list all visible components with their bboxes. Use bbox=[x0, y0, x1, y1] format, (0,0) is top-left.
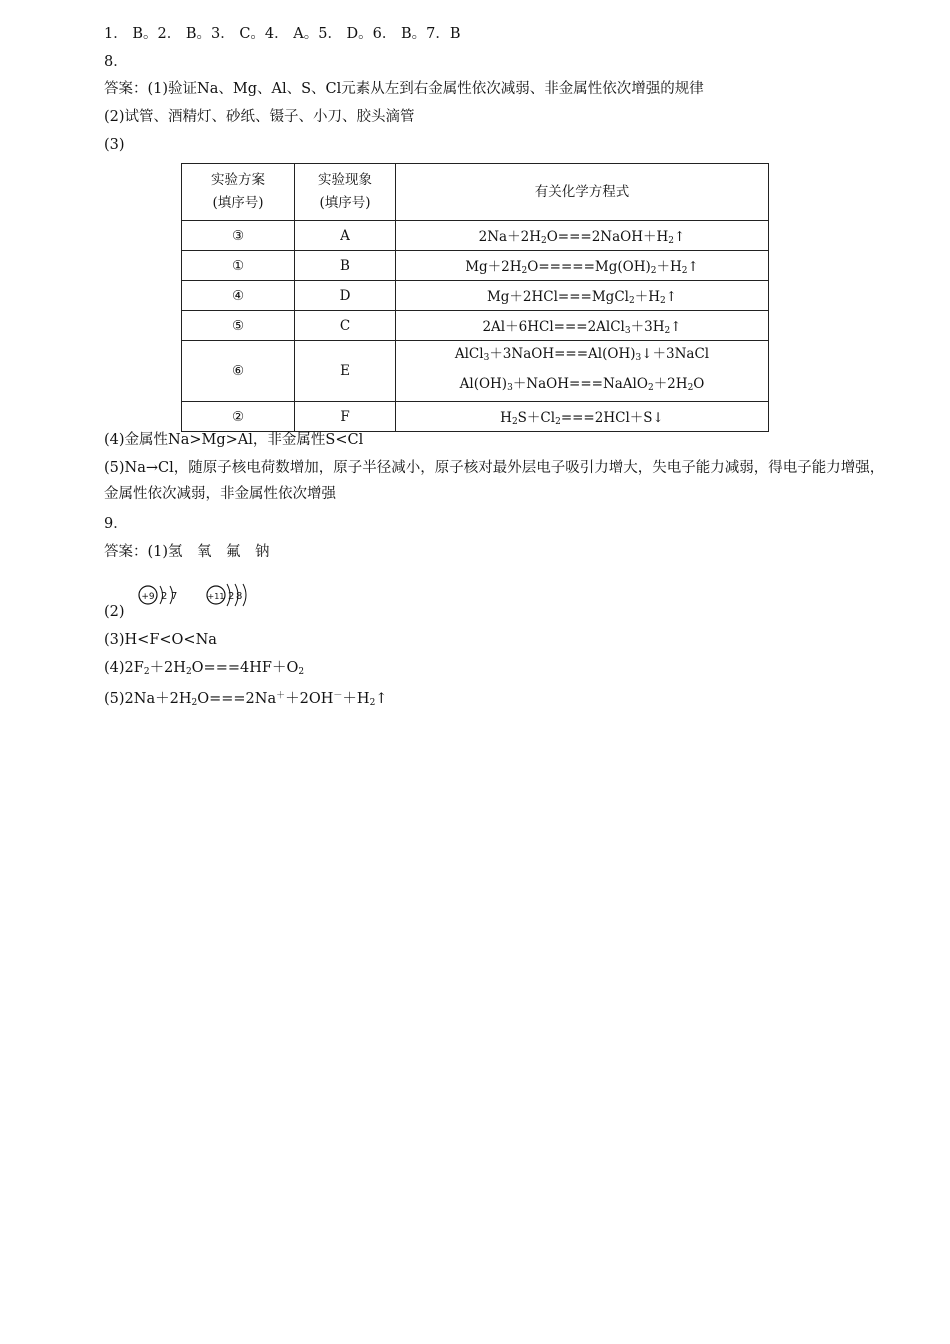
table-row bbox=[182, 311, 769, 341]
plan-cell: ③ bbox=[182, 221, 295, 251]
observation-cell: B bbox=[295, 251, 396, 281]
mc-answers: 1． B。2． B。3． C。4． A。5． D。6． B。7．B bbox=[104, 26, 461, 42]
atomic-structure-diagrams bbox=[134, 580, 254, 610]
equation-cell: $Mg+2H_2O=====Mg(OH)_2+H_2↑$ bbox=[396, 251, 769, 281]
header-observation: 实验现象 (填序号) bbox=[295, 164, 396, 221]
q9-answer-2: (2) bbox=[104, 604, 125, 620]
table-row bbox=[182, 341, 769, 402]
plan-cell: ② bbox=[182, 402, 295, 432]
observation-cell: C bbox=[295, 311, 396, 341]
shell-electrons: 2 bbox=[228, 591, 235, 602]
equation-cell: $Mg+2HCl===MgCl_2+H_2↑$ bbox=[396, 281, 769, 311]
experiment-table bbox=[181, 163, 769, 432]
table-row bbox=[182, 221, 769, 251]
equation-cell: $AlCl_3+3NaOH===Al(OH)_3↓+3NaCl$ $Al(OH)_3+NaOH===NaAlO_2+2H_2O$ bbox=[396, 341, 769, 402]
q8-answer-4: (4)金属性Na>Mg>Al，非金属性S<Cl bbox=[104, 432, 364, 448]
observation-cell: E bbox=[295, 341, 396, 402]
q9-answer-5: $(5)2Na+2H_2O===2Na^++2OH^-+H_2↑$ bbox=[104, 691, 388, 708]
header-plan: 实验方案 (填序号) bbox=[182, 164, 295, 221]
q9-answer-4: $(4)2F_2+2H_2O===4HF+O_2$ bbox=[104, 660, 305, 677]
q8-answer-3: (3) bbox=[104, 137, 125, 153]
fluorine-atom-diagram bbox=[139, 586, 177, 604]
sodium-atom-diagram bbox=[207, 584, 246, 606]
plan-cell: ④ bbox=[182, 281, 295, 311]
equation-cell: $2Na+2H_2O===2NaOH+H_2↑$ bbox=[396, 221, 769, 251]
shell-electrons: 8 bbox=[236, 591, 243, 602]
equation-cell: $2Al+6HCl===2AlCl_3+3H_2↑$ bbox=[396, 311, 769, 341]
equation-cell: $H_2S+Cl_2===2HCl+S↓$ bbox=[396, 402, 769, 432]
observation-cell: F bbox=[295, 402, 396, 432]
q8-answer-2: (2)试管、酒精灯、砂纸、镊子、小刀、胶头滴管 bbox=[104, 109, 415, 125]
plan-cell: ① bbox=[182, 251, 295, 281]
table-row bbox=[182, 402, 769, 432]
observation-cell: D bbox=[295, 281, 396, 311]
plan-cell: ⑥ bbox=[182, 341, 295, 402]
q8-number: 8． bbox=[104, 54, 128, 70]
table-row bbox=[182, 281, 769, 311]
observation-cell: A bbox=[295, 221, 396, 251]
shell-electrons: 7 bbox=[171, 591, 178, 602]
table-row bbox=[182, 251, 769, 281]
q9-number: 9． bbox=[104, 516, 128, 532]
q9-answer-1: 答案：(1)氢 氧 氟 钠 bbox=[104, 544, 270, 560]
q8-answer-5: (5)Na→Cl，随原子核电荷数增加，原子半径减小，原子核对最外层电子吸引力增大，失电子能力减弱，得电子能力增强，金属性依次减弱，非金属性依次增强 bbox=[104, 460, 885, 502]
nucleus-charge: +11 bbox=[207, 592, 225, 601]
plan-cell: ⑤ bbox=[182, 311, 295, 341]
nucleus-charge: +9 bbox=[141, 592, 155, 602]
shell-electrons: 2 bbox=[161, 591, 168, 602]
q8-answer-1: 答案：(1)验证Na、Mg、Al、S、Cl元素从左到右金属性依次减弱、非金属性依次增强的规律 bbox=[104, 81, 704, 97]
q9-answer-3: (3)H<F<O<Na bbox=[104, 632, 217, 648]
header-equation: 有关化学方程式 bbox=[396, 164, 769, 221]
table-header-row bbox=[182, 164, 769, 221]
